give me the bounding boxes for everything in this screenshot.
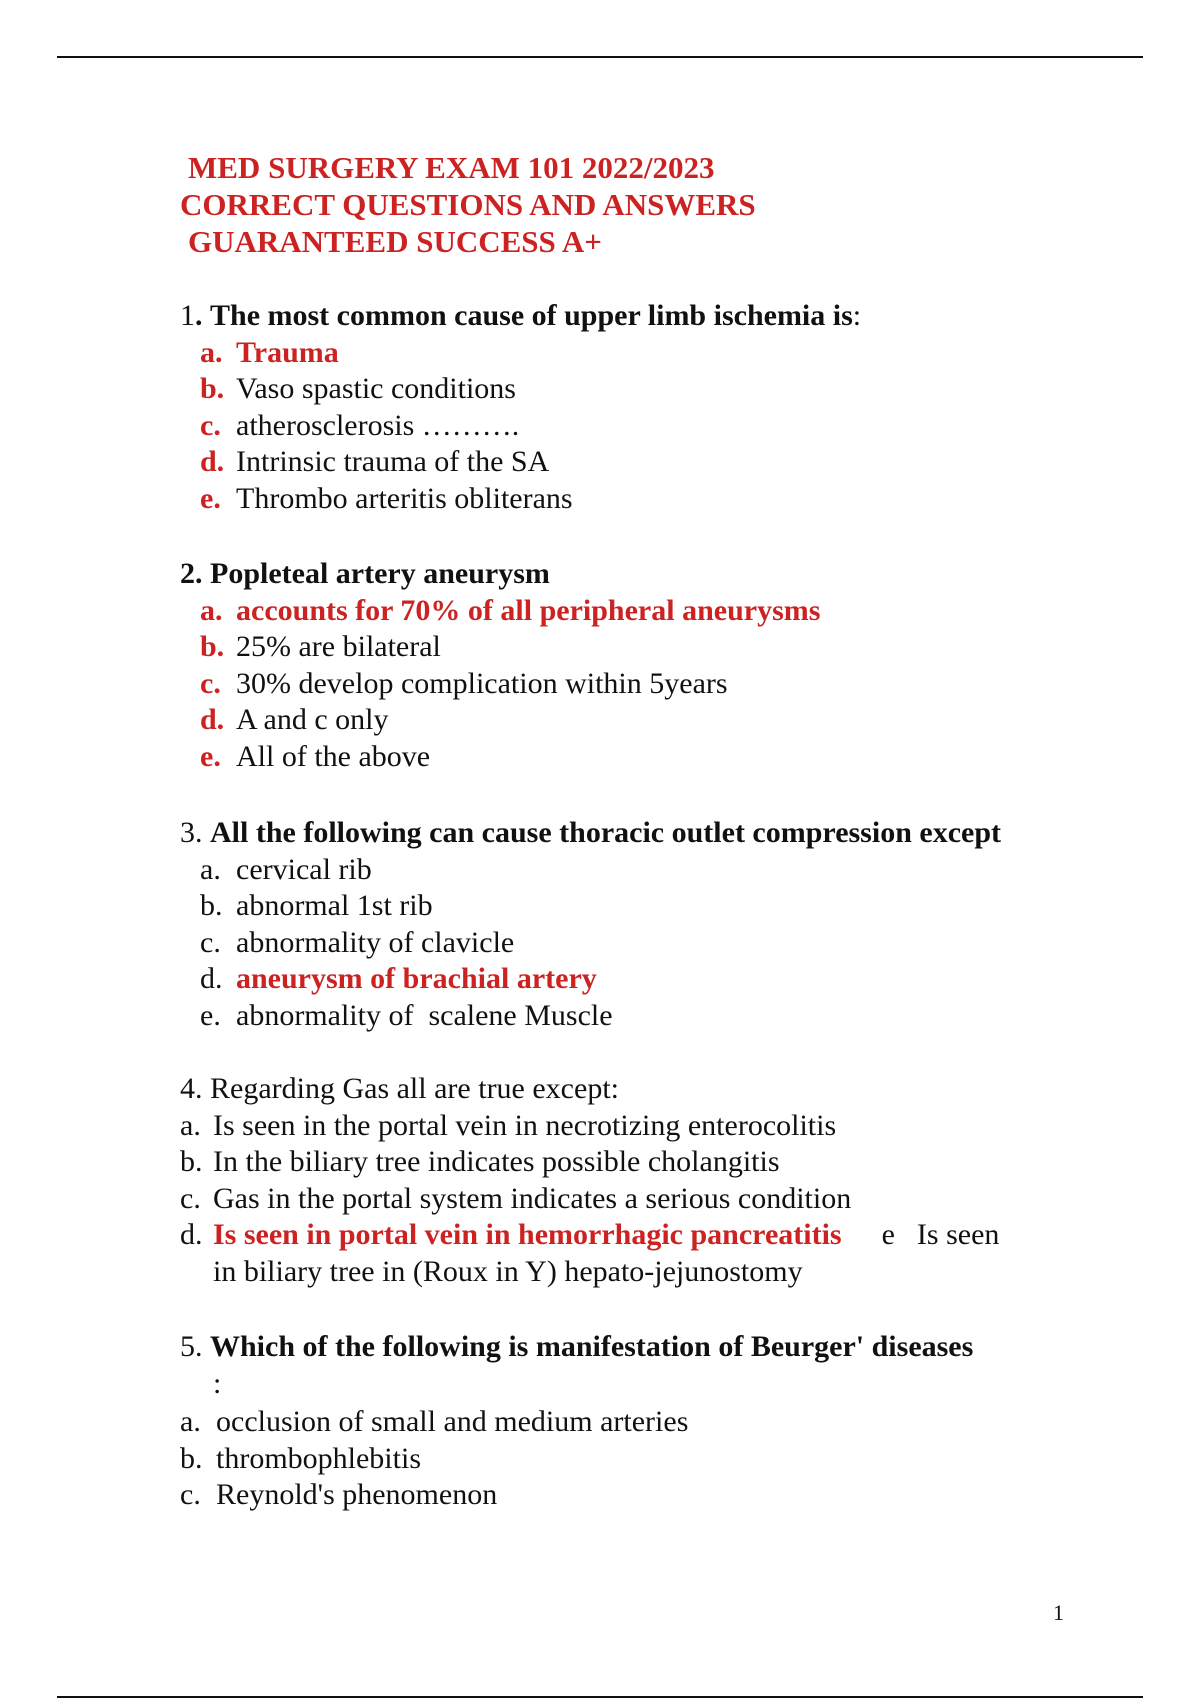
option-c: c. Gas in the portal system indicates a serious condition bbox=[180, 1181, 852, 1215]
question-4 bbox=[180, 1071, 999, 1290]
question-5-stem bbox=[180, 1329, 973, 1366]
question-5 bbox=[180, 1329, 973, 1514]
question-number: 5. bbox=[180, 1330, 203, 1363]
option-list bbox=[180, 1108, 999, 1291]
option-d: d. aneurysm of brachial artery bbox=[200, 962, 597, 995]
correct-answer: aneurysm of brachial artery bbox=[236, 962, 597, 995]
option-e-label: e bbox=[881, 1218, 895, 1251]
option-c: c. Reynold's phenomenon bbox=[180, 1478, 498, 1511]
question-text: Regarding Gas all are true except: bbox=[210, 1072, 619, 1105]
option-c: c. 30% develop complication within 5years bbox=[200, 666, 728, 700]
question-text: Popleteal artery aneurysm bbox=[210, 557, 550, 590]
correct-answer: Trauma bbox=[236, 335, 339, 369]
option-c: c. abnormality of clavicle bbox=[200, 925, 515, 959]
title-line-2: CORRECT QUESTIONS AND ANSWERS bbox=[180, 187, 756, 222]
question-3-stem bbox=[180, 815, 1001, 852]
option-a: a. accounts for 70% of all peripheral aneurysms bbox=[200, 593, 821, 627]
option-b: b. Vaso spastic conditions bbox=[200, 372, 516, 405]
question-text: All the following can cause thoracic outlet compression except bbox=[210, 816, 1002, 849]
option-a: a. Trauma bbox=[200, 335, 339, 369]
bottom-rule bbox=[57, 1696, 1143, 1698]
question-text: The most common cause of upper limb ischemia is bbox=[210, 299, 853, 332]
option-e: e. Thrombo arteritis obliterans bbox=[200, 481, 573, 515]
option-b: b. thrombophlebitis bbox=[180, 1441, 421, 1475]
document-title bbox=[180, 149, 756, 260]
page-number: 1 bbox=[1053, 1600, 1064, 1625]
option-a: a. occlusion of small and medium arteries bbox=[180, 1405, 689, 1438]
option-a: a. Is seen in the portal vein in necrotizing enterocolitis bbox=[180, 1108, 837, 1142]
question-1 bbox=[180, 298, 861, 517]
correct-answer: accounts for 70% of all peripheral aneurysms bbox=[236, 593, 821, 627]
option-e-continuation: in biliary tree in (Roux in Y) hepato-jejunostomy bbox=[213, 1254, 803, 1288]
question-4-stem bbox=[180, 1071, 999, 1108]
question-number: 1 bbox=[180, 299, 195, 332]
question-number: 2. bbox=[180, 557, 203, 590]
option-b: b. In the biliary tree indicates possible cholangitis bbox=[180, 1145, 780, 1178]
top-rule bbox=[57, 56, 1143, 58]
option-list bbox=[200, 593, 820, 776]
title-line-3: GUARANTEED SUCCESS A+ bbox=[188, 224, 602, 259]
question-number: 4. bbox=[180, 1072, 203, 1105]
question-text: Which of the following is manifestation of Beurger' diseases bbox=[210, 1330, 974, 1363]
correct-answer: Is seen in portal vein in hemorrhagic pancreatitis bbox=[213, 1218, 842, 1251]
option-b: b. 25% are bilateral bbox=[200, 630, 441, 663]
question-2-stem bbox=[180, 556, 820, 593]
option-list bbox=[180, 1404, 973, 1514]
question-number: 3. bbox=[180, 816, 203, 849]
option-list bbox=[200, 852, 1001, 1035]
option-d: d. A and c only bbox=[200, 703, 389, 736]
option-d: d. Intrinsic trauma of the SA bbox=[200, 445, 550, 478]
option-list bbox=[200, 335, 861, 518]
option-b: b. abnormal 1st rib bbox=[200, 889, 433, 922]
question-3 bbox=[180, 815, 1001, 1034]
option-a: a. cervical rib bbox=[200, 852, 372, 886]
question-1-stem: 1. The most common cause of upper limb ischemia is: bbox=[180, 299, 862, 332]
option-e: Is seen bbox=[916, 1218, 1000, 1251]
question-5-stem-continuation: : bbox=[213, 1366, 222, 1400]
title-line-1: MED SURGERY EXAM 101 2022/2023 bbox=[188, 150, 715, 185]
question-2 bbox=[180, 556, 820, 775]
option-d: d. Is seen in portal vein in hemorrhagic pancreatitis e Is seen bbox=[180, 1218, 1000, 1251]
option-e: e. All of the above bbox=[200, 739, 431, 773]
option-e: e. abnormality of scalene Muscle bbox=[200, 998, 613, 1032]
option-c: c. atherosclerosis ………. bbox=[200, 408, 520, 442]
